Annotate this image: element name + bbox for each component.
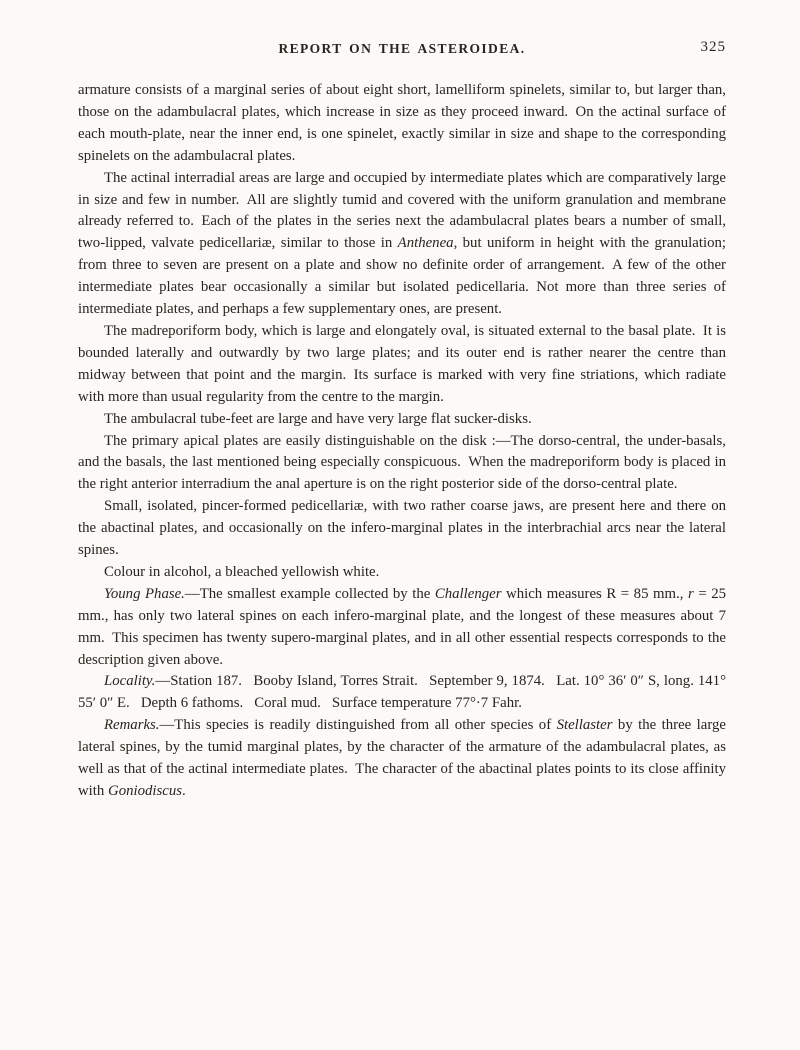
italic-text: Young Phase. bbox=[104, 585, 185, 602]
italic-text: Goniodiscus bbox=[108, 783, 183, 799]
paragraph-10 bbox=[78, 715, 726, 803]
paragraph-8 bbox=[78, 584, 726, 672]
text-run: —Station 187. Booby Island, Torres Strait. September 9, 1874. Lat. 10° 36′ 0″ S, long. 141° 55′ 0″ E. Depth 6 fathoms. Coral mud. Surface temperature 77°·7 Fahr. bbox=[78, 673, 726, 712]
italic-text: Anthenea bbox=[397, 235, 454, 252]
text-run: The actinal interradial areas are large and occupied by intermediate plates which are comparatively large in size and few in number. All are slightly tumid and covered with the uniform granulation and membrane already referred to. Each of the plates in the series next the adambulacral plates bears a number of small, two-lipped, valvate pedicellariæ, similar to those in bbox=[78, 169, 726, 252]
paragraph-6 bbox=[78, 496, 726, 562]
text-run: = 25 mm., has only two lateral spines on each infero-marginal plate, and the longest of these measures about 7 mm. This specimen has twenty supero-marginal plates, and in all other essential respects corresponds to the description given above. bbox=[78, 585, 727, 668]
page-number: 325 bbox=[700, 39, 726, 55]
text-run: . bbox=[182, 783, 186, 799]
paragraph-9 bbox=[78, 671, 726, 715]
italic-text: Remarks. bbox=[104, 717, 160, 734]
paragraph-7 bbox=[78, 562, 726, 584]
text-run: The madreporiform body, which is large and elongately oval, is situated external to the basal plate. It is bounded laterally and outwardly by two large plates; and its outer end is rather nearer the centre than midway between that point and the margin. Its surface is marked with very fine striations, which radiate with more than usual regularity from the centre to the margin. bbox=[78, 322, 726, 405]
paragraph-5 bbox=[78, 431, 726, 497]
page-header bbox=[78, 38, 726, 60]
italic-text: Stellaster bbox=[556, 717, 613, 734]
text-run: —The smallest example collected by the bbox=[184, 585, 435, 602]
paragraph-4 bbox=[78, 409, 726, 431]
text-run: The ambulacral tube-feet are large and have very large flat sucker-disks. bbox=[104, 410, 532, 427]
paragraph-2 bbox=[78, 168, 726, 321]
text-run: , but uniform in height with the granulation; from three to seven are present on a plate and show no definite order of arrangement. A few of the other intermediate plates bear occasionally a similar but isolated pedicellaria. Not more than three series of intermediate plates, and perhaps a few supplementary ones, are present. bbox=[78, 235, 726, 318]
paragraph-3 bbox=[78, 321, 726, 409]
italic-text: Challenger bbox=[434, 585, 502, 602]
text-run: Small, isolated, pincer-formed pedicellariæ, with two rather coarse jaws, are present here and there on the abactinal plates, and occasionally on the infero-marginal plates in the interbrachial arcs near the lateral spines. bbox=[78, 498, 726, 559]
text-run: —This species is readily distinguished from all other species of bbox=[159, 717, 557, 734]
text-run: Colour in alcohol, a bleached yellowish white. bbox=[104, 563, 380, 580]
text-run: by the three large lateral spines, by the tumid marginal plates, by the character of the armature of the adambulacral plates, as well as that of the actinal intermediate plates. The character of the abactinal plates points to its close affinity with bbox=[78, 717, 726, 799]
paragraph-1 bbox=[78, 80, 726, 168]
italic-text: r bbox=[688, 585, 694, 602]
text-run: armature consists of a marginal series of about eight short, lamelliform spinelets, similar to, but larger than, those on the adambulacral plates, which increase in size as they proceed inward. On the actinal surface of each mouth-plate, near the inner end, is one spinelet, exactly similar in size and shape to the corresponding spinelets on the adambulacral plates. bbox=[78, 82, 726, 164]
running-title: REPORT ON THE ASTEROIDEA. bbox=[278, 41, 526, 56]
italic-text: Locality. bbox=[104, 673, 156, 690]
text-run: which measures R = 85 mm., bbox=[501, 585, 688, 602]
page-body bbox=[78, 80, 726, 803]
text-run: The primary apical plates are easily distinguishable on the disk :—The dorso-central, the under-basals, and the basals, the last mentioned being especially conspicuous. When the madreporiform body is placed in the right anterior interradium the anal aperture is on the right posterior side of the dorso-central plate. bbox=[78, 432, 726, 493]
